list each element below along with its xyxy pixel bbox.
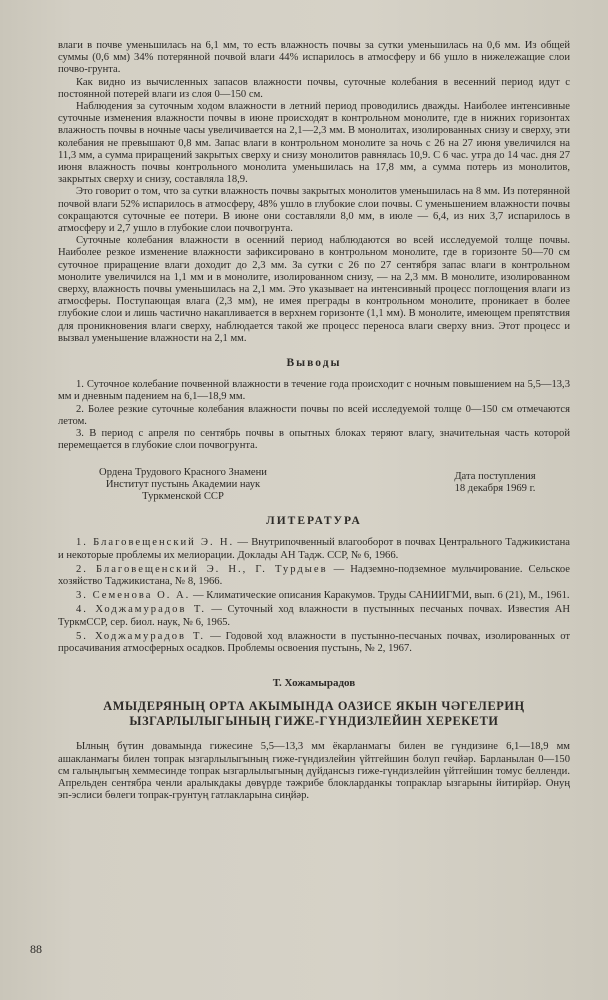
paragraph: Это говорит о том, что за сутки влажность почвы закрытых монолитов уменьшилась на 8 мм. Из потерянной почвой влаги 52% испарилось в атмосферу, 48% ушло в глубокие слои почвы. С уменьшением влажности почвы сокращаются суточные ее потери. В июне они составляли 8,0 мм, в июле — 6,4, из них 3,7 испарилось в атмосферу и 2,7 ушло в глубокие слои почвогрунта. [58, 186, 570, 235]
reference-item: 5. Ходжамурадов Т. — Годовой ход влажности в пустынно-песчаных почвах, изолированных от просачивания атмосферных осадков. Проблемы освоения пустынь, № 2, 1967. [58, 630, 571, 654]
signature-block [58, 467, 570, 504]
summary-paragraph: Ылның бүтин довамында гижесине 5,5—13,3 мм ёкарланмагы билен ве гүндизине 6,1—18,9 мм ашакланмагы билен топрак ызгарлылыгының гиже-гүндизлейин үйтгейшин болуп гечйәр. Барланылан 0—150 см галыңлыгың хеммесинде топрак ызгарлылыгының дүйдансыз гиже-гүндизлейин үйтгейшин томус белленди. Апрельден сентябра ченли аралыкдакы дөвүрде тәжрибе блокларданкы топраклар ызгарыны йитирйәр. Онуң эп-эслиси бөлеги топрак-грунтуң гатлакларына сиңйәр. [58, 741, 570, 802]
conclusion-item: 1. Суточное колебание почвенной влажности в течение года происходит с ночным повышением на 5,5—13,3 мм и дневным падением на 6,1—18,9 мм. [58, 379, 570, 403]
paragraph: Суточные колебания влажности в осенний период наблюдаются во всей исследуемой толще почвы. Наиболее резкое изменение влажности зафиксировано в контрольном монолите, где в горизонте 50—70 см суточное приращение влаги доходит до 2,3 мм. За сутки с 26 по 27 сентября запас влаги в контрольном монолите увеличился на 1,1 мм и в монолите, изолированном снизу, — на 2,3 мм. В монолите, изолированном сверху, влажность почвы уменьшилась на 2,1 мм. Это указывает на интенсивный процесс поглощения влаги из атмосферы. Поступающая влага (2,3 мм), не имея преграды в контрольном монолите, проникает в более глубокие слои и лишь частично накапливается в верхнем горизонте (1,1 мм). В монолите, имеющем препятствия для проникновения влаги сверху, наблюдается такой же процесс переноса влаги сверху вниз. Этот процесс и вызвал уменьшение влажности на 2,1 мм. [58, 235, 570, 344]
literature-heading: ЛИТЕРАТУРА [266, 515, 362, 528]
conclusion-item: 2. Более резкие суточные колебания влажности почвы по всей исследуемой толще 0—150 см отмечаются летом. [58, 403, 570, 427]
article-author: Т. Хожамырадов [272, 677, 356, 690]
text-column [58, 40, 570, 802]
page-number: 88 [30, 942, 42, 956]
paragraph: Наблюдения за суточным ходом влажности в летний период проводились дважды. Наиболее интенсивные суточные изменения влажности почвы в июне происходят в контрольном монолите, где в нижних горизонтах влажность почвы в ночные часы увеличивается на 2,1—2,3 мм. В монолитах, изолированных снизу и сверху, эти колебания не превышают 0,8 мм. Запас влаги в контрольном монолите за ночь с 26 на 27 июня увеличился на 11,3 мм, а сумма приращений закрытых сверху и снизу монолитов равнялась 10,9. С 6 час. утра до 14 час. дня 27 июня влажность почвы контрольного монолита уменьшилась на 17,8 мм, а сумма потерь из монолитов, закрытых сверху и снизу, составляла 18,9. [58, 101, 570, 186]
conclusion-item: 3. В период с апреля по сентябрь почвы в опытных блоках теряют влагу, значительная часть которой перемещается в глубокие слои почвогрунта. [58, 428, 570, 452]
paragraph: влаги в почве уменьшилась на 6,1 мм, то есть влажность почвы за сутки уменьшилась на 0,6 мм. Из общей суммы (0,6 мм) 34% потерянной почвой влаги 44% испарилось в атмосферу и 66 ушло в нижележащие слои почво-грунта. [58, 40, 570, 76]
paragraph: Как видно из вычисленных запасов влажности почвы, суточные колебания в весенний период идут с постоянной потерей влаги из слоя 0—150 см. [58, 76, 570, 100]
received-date: Дата поступления 18 декабря 1969 г. [454, 470, 536, 494]
reference-item: 4. Ходжамурадов Т. — Суточный ход влажности в пустынных песчаных почвах. Известия АН ТуркмССР, сер. биол. наук, № 6, 1965. [58, 604, 570, 628]
conclusions-heading: Выводы [286, 357, 342, 370]
article-title: АМЫДЕРЯНЫҢ ОРТА АКЫМЫНДА ОАЗИСЕ ЯКЫН ЧӘГЕЛЕРИҢ ЫЗГАРЛЫЛЫГЫНЫҢ ГИЖЕ-ГҮНДИЗЛЕЙИН ХЕРЕКЕТИ [103, 699, 525, 729]
reference-item: 3. Семенова О. А. — Климатические описания Каракумов. Труды САНИИГМИ, вып. 6 (21), М., 1961. [76, 590, 570, 602]
affiliation: Ордена Трудового Красного Знамени Институт пустынь Академии наук Туркменской ССР [99, 466, 267, 502]
reference-item: 1. Благовещенский Э. Н. — Внутрипочвенный влагооборот в почвах Центрального Таджикистана и некоторые проблемы их мелиорации. Доклады АН Тадж. ССР, № 6, 1966. [58, 537, 570, 561]
reference-item: 2. Благовещенский Э. Н., Г. Турдыев — Надземно-подземное мульчирование. Сельское хозяйство Таджикистана, № 8, 1966. [58, 563, 570, 587]
